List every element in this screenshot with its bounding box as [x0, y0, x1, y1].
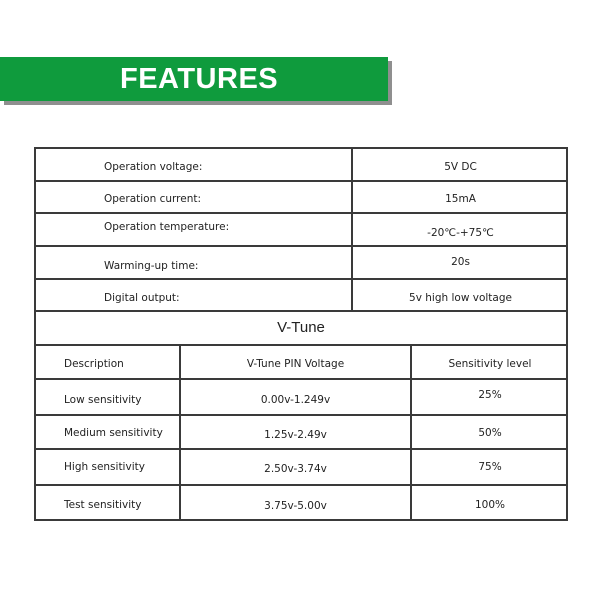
vtune-row	[36, 450, 566, 484]
spec-label: Warming-up time:	[104, 260, 199, 272]
spec-row	[36, 149, 566, 180]
vtune-voltage: 3.75v-5.00v	[264, 500, 327, 512]
vtune-row	[36, 416, 566, 449]
spec-value: 15mA	[445, 193, 476, 205]
spec-table	[34, 147, 568, 521]
vtune-header-description: Description	[64, 358, 124, 370]
spec-label: Digital output:	[104, 292, 180, 304]
vtune-description: Test sensitivity	[64, 499, 142, 511]
spec-value: 5v high low voltage	[409, 292, 512, 304]
vtune-voltage: 1.25v-2.49v	[264, 429, 327, 441]
spec-label: Operation voltage:	[104, 161, 203, 173]
spec-value: 5V DC	[444, 161, 477, 173]
row-divider	[36, 310, 566, 312]
vtune-header-voltage: V-Tune PIN Voltage	[246, 358, 345, 370]
vtune-description: Low sensitivity	[64, 394, 142, 406]
vtune-row	[36, 380, 566, 413]
spec-label: Operation temperature:	[104, 221, 230, 233]
spec-row	[36, 247, 566, 278]
vtune-row	[36, 486, 566, 521]
vtune-description: High sensitivity	[64, 461, 145, 473]
spec-row	[36, 280, 566, 311]
features-banner	[0, 57, 388, 101]
vtune-title: V-Tune	[277, 319, 325, 336]
vtune-sensitivity: 50%	[478, 427, 502, 439]
spec-row	[36, 182, 566, 213]
vtune-voltage: 2.50v-3.74v	[264, 463, 327, 475]
spec-row	[36, 214, 566, 245]
vtune-header-row	[36, 346, 566, 378]
vtune-sensitivity: 100%	[474, 499, 506, 511]
vtune-header-sensitivity: Sensitivity level	[448, 358, 532, 370]
spec-value: -20℃-+75℃	[427, 227, 494, 239]
spec-value: 20s	[451, 256, 470, 268]
banner-title: FEATURES	[120, 63, 279, 95]
vtune-sensitivity: 75%	[478, 461, 502, 473]
vtune-voltage: 0.00v-1.249v	[260, 394, 331, 406]
vtune-sensitivity: 25%	[478, 389, 502, 401]
spec-label: Operation current:	[104, 193, 202, 205]
vtune-description: Medium sensitivity	[64, 427, 163, 439]
